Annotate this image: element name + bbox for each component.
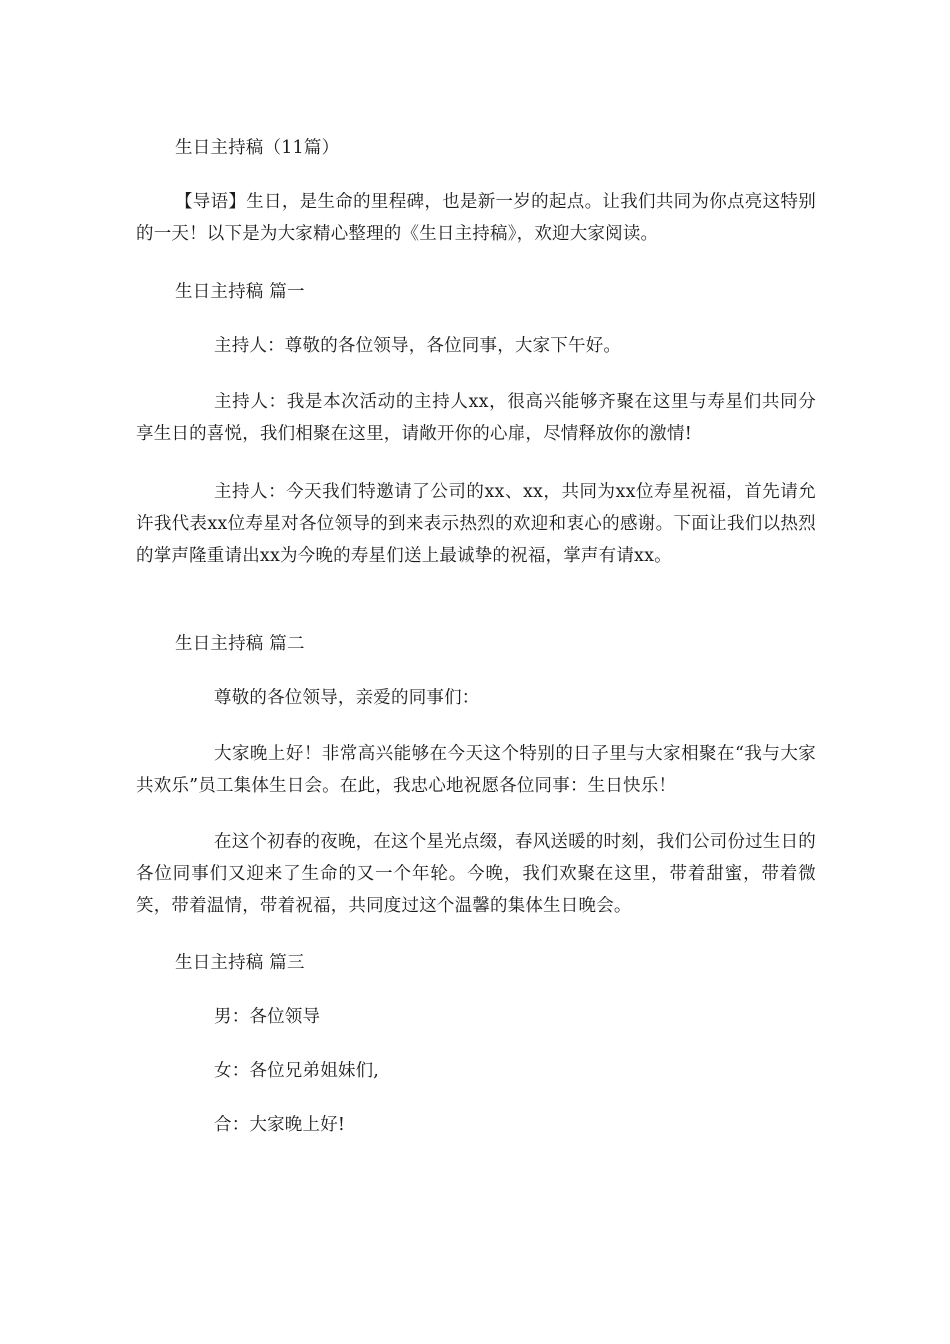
section-heading-3: 生日主持稿 篇三 [175,953,305,973]
section-heading-2: 生日主持稿 篇二 [175,634,305,654]
section-1-paragraph-2: 主持人：我是本次活动的主持人xx，很高兴能够齐聚在这里与寿星们共同分享生日的喜悦，我们相聚在这里，请敞开你的心扉，尽情释放你的激情! [136,392,816,444]
section-3-paragraph-2: 女：各位兄弟姐妹们, [214,1061,380,1081]
section-1-paragraph-1: 主持人：尊敬的各位领导，各位同事，大家下午好。 [214,336,622,356]
section-heading-1: 生日主持稿 篇一 [175,282,305,302]
section-2-paragraph-1: 尊敬的各位领导，亲爱的同事们： [214,688,480,708]
document-title: 生日主持稿（11篇） [175,138,340,158]
section-2-paragraph-3: 在这个初春的夜晚，在这个星光点缀，春风送暖的时刻，我们公司份过生日的各位同事们又迎来了生命的又一个年轮。今晚，我们欢聚在这里，带着甜蜜，带着微笑，带着温情，带着祝福，共同度过这个温馨的集体生日晚会。 [136,832,816,916]
intro-paragraph: 【导语】生日，是生命的里程碑，也是新一岁的起点。让我们共同为你点亮这特别的一天！以下是为大家精心整理的《生日主持稿》，欢迎大家阅读。 [136,192,816,244]
section-3-paragraph-3: 合：大家晚上好! [214,1115,346,1135]
section-1-paragraph-3: 主持人：今天我们特邀请了公司的xx、xx，共同为xx位寿星祝福，首先请允许我代表xx位寿星对各位领导的到来表示热烈的欢迎和衷心的感谢。下面让我们以热烈的掌声隆重请出xx为今晚的寿星们送上最诚挚的祝福，掌声有请xx。 [136,482,816,566]
section-3-paragraph-1: 男：各位领导 [214,1007,321,1027]
section-2-paragraph-2: 大家晚上好！非常高兴能够在今天这个特别的日子里与大家相聚在“我与大家共欢乐”员工集体生日会。在此，我忠心地祝愿各位同事：生日快乐！ [136,744,816,796]
